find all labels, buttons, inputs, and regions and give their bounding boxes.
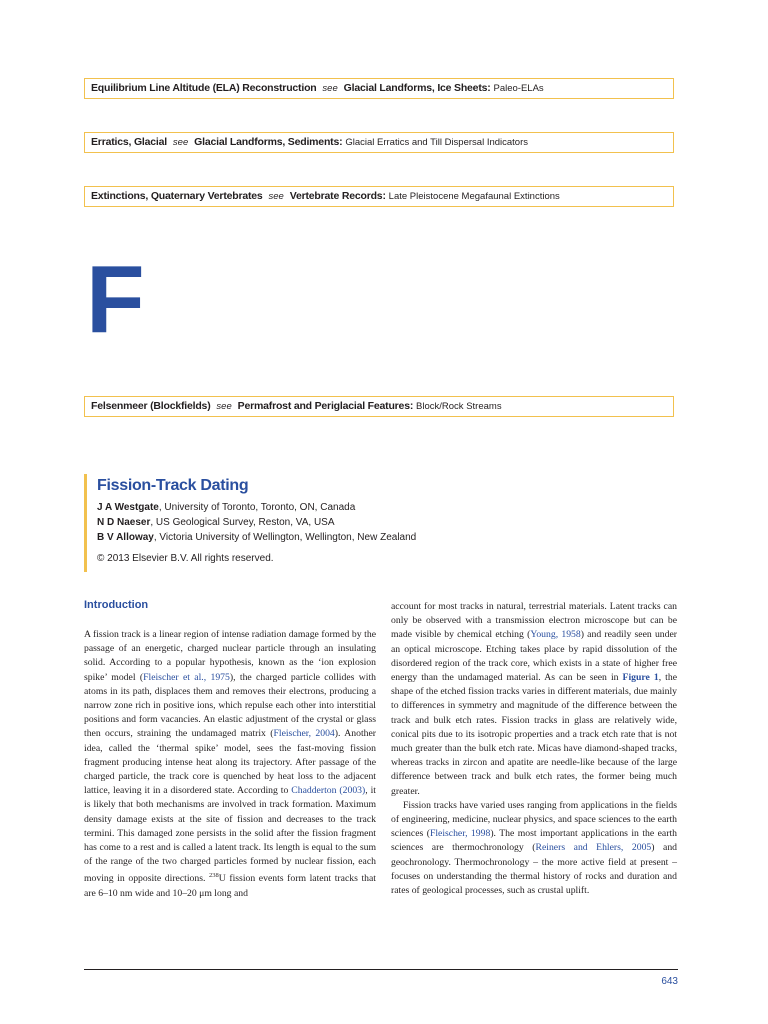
text-run: ) and geochronology. Thermochronology – the more active field at present – focuses on understanding the thermal history of rocks and duration and rates of geological processes, such as crustal uplift. [391,842,678,897]
article-header [84,474,674,572]
author-affiliation: , University of Toronto, Toronto, ON, Canada [158,502,356,513]
citation-link[interactable]: Fleischer, 1998 [429,828,491,840]
copyright-notice: © 2013 Elsevier B.V. All rights reserved. [97,553,274,564]
body-paragraph [391,600,677,799]
author-affiliation: , US Geological Survey, Reston, VA, USA [150,517,335,528]
crossref-see: see [322,83,338,94]
crossref-target-link[interactable]: Glacial Landforms, Sediments: [194,136,343,148]
text-run: ), the charged particle collides with atoms in its path, displaces them and removes their electrons, producing a narrow zone rich in positive ions, which repulse each other into interstitial positions and form vacancies. An elastic adjustment of the crystal or glass then occurs, straining the undamaged matrix ( [84,671,376,740]
section-letter: F [86,246,145,353]
citation-link[interactable]: Fleischer et al., 1975 [143,671,230,683]
crossref-felsenmeer [84,396,674,417]
footer-rule [84,969,678,970]
crossref-subtopic: Late Pleistocene Megafaunal Extinctions [388,191,560,202]
author-name: N D Naeser [97,517,151,528]
crossref-subtopic: Paleo-ELAs [493,83,544,94]
crossref-extinctions [84,186,674,207]
author-entry [97,500,674,515]
author-list [97,500,674,545]
citation-link[interactable]: Reiners and Ehlers, 2005 [535,842,652,854]
crossref-subtopic: Glacial Erratics and Till Dispersal Indicators [345,137,529,148]
body-column-right [391,600,677,898]
crossref-ela [84,78,674,99]
text-run: , the shape of the etched fission tracks varies in different materials, due mainly to differences in symmetry and magnitude of the difference between the track and bulk etch rates. Fission tracks in glass are relatively wide, conical pits due to its isotropic properties and a track etch rate that is not much greater than the bulk etch rate. Micas have diamond-shaped tracks, whereas tracks in zircon and apatite are needle-like because of the large difference between track and bulk etch rates, the former being much greater. [391,672,677,797]
author-name: B V Alloway [97,532,154,543]
crossref-see: see [268,191,284,202]
text-run: U fission events form latent tracks that are 6–10 nm wide and 10–20 μm long and [84,873,376,899]
body-paragraph [391,799,677,898]
figure-link[interactable]: Figure 1 [622,672,659,684]
text-run: ). Another idea, called the ‘thermal spike’ model, sees the fast-moving fission fragment producing intense heat along its trajectory. After passage of the charged particle, the track core is quenched by heat loss to the adjacent lattice, leaving it in a disordered state. According to [84,728,377,797]
citation-link[interactable]: Young, 1958 [530,629,581,641]
crossref-target-link[interactable]: Glacial Landforms, Ice Sheets: [343,82,491,94]
crossref-subtopic: Block/Rock Streams [416,401,502,412]
author-name: J A Westgate [97,502,159,513]
crossref-erratics [84,132,674,153]
text-run: Fission tracks have varied uses ranging from applications in the fields of engineering, medicine, nuclear physics, and space sciences to the earth sciences ( [391,799,677,840]
page-number: 643 [661,976,678,987]
text-run: A fission track is a linear region of intense radiation damage formed by the passage of an energetic, charged nuclear particle through an insulating solid. According to a popular hypothesis, known as the ‘ion explosion spike’ model ( [84,629,376,683]
text-run: ) and readily seen under an optical microscope. Etching takes place by rapid dissolution of the disordered region of the track core, which exists in a state of higher free energy than the undamaged material. As can be seen in [391,629,677,684]
body-column-left [84,628,376,901]
author-entry [97,530,674,545]
article-title: Fission-Track Dating [97,477,249,494]
isotope-superscript: 238 [209,872,219,880]
crossref-target-link[interactable]: Vertebrate Records: [289,190,386,202]
citation-link[interactable]: Fleischer, 2004 [273,728,335,740]
crossref-head: Felsenmeer (Blockfields) [91,400,211,412]
crossref-target-link[interactable]: Permafrost and Periglacial Features: [237,400,414,412]
citation-link[interactable]: Chadderton (2003) [291,785,366,797]
crossref-head: Extinctions, Quaternary Vertebrates [91,190,263,202]
text-run: , it is likely that both mechanisms are involved in track formation. Maximum density damage exists at the site of fission and decreases to the track termini. This damaged zone persists in the solid after the fission fragment has come to a rest and is called a latent track. Its length is equal to the sum of the range of the two charged particles formed by nuclear fission, each moving in opposite directions. [84,785,376,885]
author-entry [97,515,674,530]
crossref-see: see [216,401,232,412]
crossref-head: Equilibrium Line Altitude (ELA) Reconstruction [91,82,317,94]
crossref-see: see [172,137,189,148]
section-heading-introduction: Introduction [84,599,149,611]
body-paragraph [84,628,376,901]
author-affiliation: , Victoria University of Wellington, Wellington, New Zealand [153,532,417,543]
text-run: account for most tracks in natural, terrestrial materials. Latent tracks can only be observed with a transmission electron microscope but can be made visible by chemical etching ( [391,601,677,641]
crossref-head: Erratics, Glacial [91,136,167,148]
text-run: ). The most important applications in the earth sciences are thermochronology ( [391,828,677,854]
